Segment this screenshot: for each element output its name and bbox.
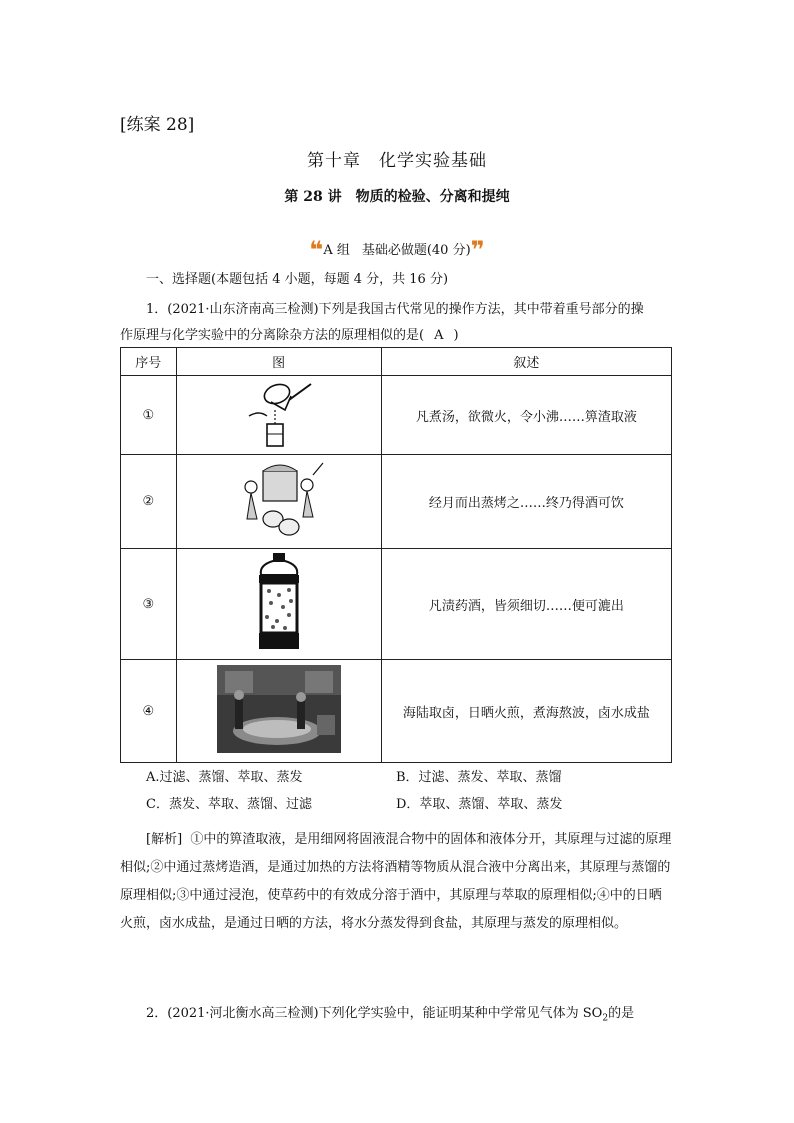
row-description: 海陆取卤，日晒火煎，煮海熬波，卤水成盐 [381,660,671,763]
salt-making-scene-icon [217,665,341,753]
filtration-illustration [176,376,381,455]
question1-analysis [120,826,672,938]
distillation-illustration [176,455,381,549]
row-description: 经月而出蒸烤之……终乃得酒可饮 [381,455,671,549]
option-c[interactable]: C．蒸发、萃取、蒸馏、过滤 [146,797,312,812]
row-description: 凡煮汤，欲微火，令小沸……箅渣取液 [381,376,671,455]
question1-answer: A [434,328,444,343]
option-d[interactable]: D．萃取、蒸馏、萃取、蒸发 [396,797,563,812]
chapter-title [0,146,794,171]
question2-stem-prefix: 2．(2021·河北衡水高三检测)下列化学实验中，能证明某种中学常见气体为 SO [146,1006,603,1021]
group-heading [0,236,794,264]
question2-stem [146,1002,634,1024]
filtering-vessel-icon [219,376,339,450]
table-header-num: 序号 [121,348,177,376]
option-b[interactable]: B．过滤、蒸发、萃取、蒸馏 [396,770,562,785]
open-quote-icon: ❝ [309,236,324,264]
row-number: ③ [121,549,177,660]
question1-stem-prefix: 作原理与化学实验中的分离除杂方法的原理相似的是( [120,328,425,343]
option-a[interactable]: A.过滤、蒸馏、萃取、蒸发 [146,770,303,785]
practice-tag: [练案 28] [120,115,195,135]
extraction-illustration [176,549,381,660]
question1-table [120,347,672,763]
group-name: A 组 [323,243,350,258]
question1-stem-suffix: ) [453,328,459,343]
lesson-name: 物质的检验、分离和提纯 [355,189,510,205]
table-header-figure: 图 [176,348,381,376]
question1-stem-line1: 1．(2021·山东济南高三检测)下列是我国古代常见的操作方法，其中带着重号部分的操 [146,302,644,317]
group-title: 基础必做题(40 分) [361,243,471,258]
chapter-name: 化学实验基础 [379,151,487,171]
lesson-title [0,186,794,206]
row-number: ② [121,455,177,549]
row-number: ① [121,376,177,455]
chapter-number: 第十章 [307,151,361,171]
analysis-label: [解析] [146,832,183,847]
table-row [121,376,672,455]
distilling-workers-icon [229,457,329,543]
table-header-row [121,348,672,376]
section-heading: 一、选择题(本题包括 4 小题，每题 4 分，共 16 分) [146,272,449,287]
table-header-desc: 叙述 [381,348,671,376]
row-description: 凡渍药酒，皆须细切……便可漉出 [381,549,671,660]
close-quote-icon: ❞ [470,236,485,264]
question2-subscript: 2 [602,1013,609,1024]
question2-stem-suffix: 的是 [608,1006,635,1021]
lesson-number: 第 28 讲 [284,189,342,205]
evaporation-illustration [176,660,381,763]
question1-stem-line2 [120,324,459,343]
table-row [121,660,672,763]
table-row [121,455,672,549]
table-row [121,549,672,660]
analysis-text: ①中的箅渣取液，是用细网将固液混合物中的固体和液体分开，其原理与过滤的原理相似;②中通过蒸烤造酒，是通过加热的方法将酒精等物质从混合液中分离出来，其原理与蒸馏的原理相似;③中通过浸泡，使草药中的有效成分溶于酒中，其原理与萃取的原理相似;④中的日晒火煎，卤水成盐，是通过日晒的方法，将水分蒸发得到食盐，其原理与蒸发的原理相似。 [120,832,672,931]
medicine-jar-icon [249,551,309,653]
row-number: ④ [121,660,177,763]
